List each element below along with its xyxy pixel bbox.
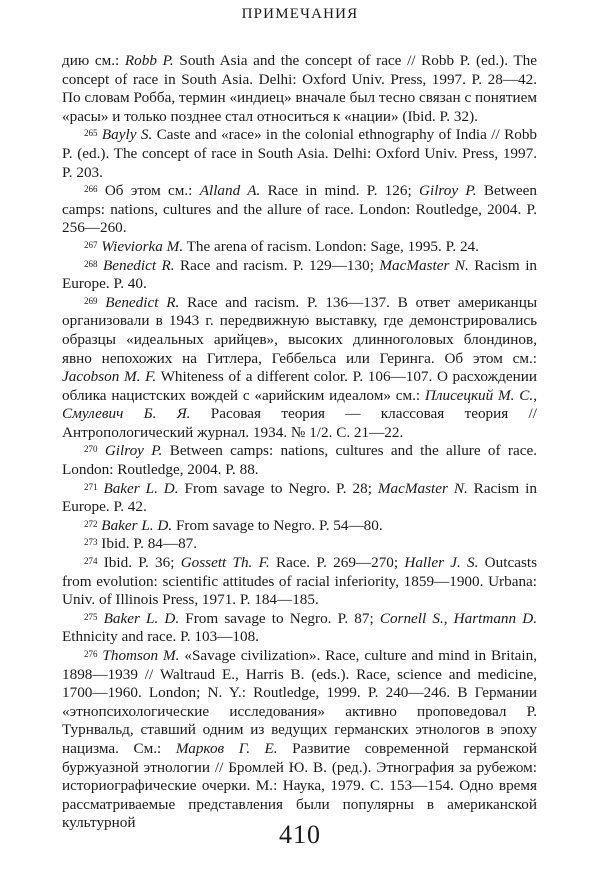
footnote-265 — [62, 126, 537, 182]
author-name: Cornell S., Hartmann D. — [379, 609, 538, 627]
footnote-text: From savage to Negro. P. 28; — [178, 479, 378, 497]
author-name: Марков Г. Е. — [175, 739, 278, 757]
author-name: Benedict R. — [102, 256, 175, 274]
footnote-text: Between camps: nations, cultures and the allure of race. London: Routledge, 2004. P. 256—260. — [62, 182, 538, 237]
author-name: Robb P. — [124, 52, 174, 69]
footnote-text: Ibid. P. 84—87. — [97, 535, 198, 553]
footnote-text: From savage to Negro. P. 54—80. — [172, 516, 383, 534]
footnote-text: Об этом см.: — [97, 182, 200, 200]
footnote-text: Развитие современной германской буржуазной этнологии // Бромлей Ю. В. (ред.). Этнография за рубежом: историографические очерки. М.: Наука, 1979. С. 153—154. Одно время рассматриваемые представления были популярны в американской культурной — [62, 739, 537, 832]
footnote-272 — [62, 517, 537, 536]
footnote-text: Racism in Europe. P. 42. — [62, 479, 537, 516]
footnote-number: 267 — [84, 239, 98, 250]
author-name: Baker L. D. — [101, 516, 173, 534]
author-name: MacMaster N. — [379, 256, 469, 274]
footnote-text: Race. P. 269—270; — [269, 554, 405, 572]
footnote-text: Whiteness of a different color. P. 106—107. О расхождении облика нацистских вождей с «арийским идеалом» см.: — [62, 368, 537, 404]
running-header: ПРИМЕЧАНИЯ — [241, 6, 359, 22]
footnote-number: 265 — [84, 128, 98, 139]
footnote-text: Between camps: nations, cultures and the allure of race. London: Routledge, 2004. P. 88. — [62, 442, 537, 479]
footnote-text: The arena of racism. London: Sage, 1995. P. 24. — [183, 237, 479, 255]
footnote-text: Outcasts from evolution: scientific attitudes of racial inferiority, 1859—1900. Urbana: Univ. of Illinois Press, 1971. P. 184—185. — [62, 554, 537, 609]
footnote-271 — [62, 480, 537, 517]
author-name: MacMaster N. — [377, 479, 468, 497]
footnote-number: 272 — [84, 518, 98, 529]
footnote-text: Racism in Europe. P. 40. — [62, 256, 538, 293]
footnote-number: 270 — [84, 444, 98, 455]
footnote-text: «Savage civilization». Race, culture and mind in Britain, 1898—1939 // Waltraud E., Harris B. (eds.). Race, science and medicine, 1700—1960. London; N. Y.: Routledge, 1999. P. 240—246. В Германии «этнопсихологические исследования» активно проповедовал Р. Турнвальд, ставший одним из ведущих германских этнологов в эпоху нацизма. См.: — [62, 647, 538, 757]
footnotes-block — [62, 52, 537, 833]
author-name: Jacobson M. F. — [62, 368, 157, 386]
footnote-269 — [62, 294, 537, 443]
author-name: Baker L. D. — [103, 609, 180, 627]
footnote-number: 269 — [84, 295, 98, 306]
footnote-text: Race in mind. P. 126; — [260, 182, 420, 200]
footnote-number: 271 — [84, 481, 98, 492]
footnote-number: 275 — [84, 611, 98, 622]
author-name: Gilroy P. — [419, 182, 477, 200]
author-name: Haller J. S. — [404, 554, 479, 572]
author-name: Benedict R. — [105, 293, 180, 311]
footnote-276 — [62, 647, 537, 833]
footnote-text: Ethnicity and race. P. 103—108. — [62, 628, 259, 646]
author-name: Thomson M. — [102, 647, 180, 664]
footnote-text: Race and racism. P. 129—130; — [174, 256, 380, 274]
author-name: Плисецкий М. С., Смулевич Б. Я. — [62, 386, 537, 423]
author-name: Gossett Th. F. — [180, 554, 270, 572]
footnote-text: Ibid. P. 36; — [97, 554, 181, 572]
footnote-text: South Asia and the concept of race // Robb P. (ed.). The concept of race in South Asia. Delhi: Oxford Univ. Press, 1997. P. 28—42. По словам Робба, термин «индиец» вначале был тесно связан с понятием «расы» и только позднее стал относиться к «нации» (Ibid. P. 32). — [62, 52, 537, 125]
footnote-268 — [62, 257, 537, 294]
author-name: Bayly S. — [101, 126, 153, 144]
footnote-number: 268 — [84, 258, 98, 269]
author-name: Alland A. — [199, 182, 261, 200]
footnote-270 — [62, 442, 537, 479]
author-name: Baker L. D. — [103, 479, 179, 497]
footnote-274 — [62, 554, 537, 610]
footnote-text — [98, 442, 105, 459]
page-number: 410 — [279, 820, 321, 849]
footnote-273 — [62, 535, 537, 554]
footnote-number: 276 — [84, 649, 98, 659]
footnote-continuation — [62, 52, 537, 126]
footnote-text: From savage to Negro. P. 87; — [179, 609, 380, 627]
footnote-number: 266 — [84, 184, 98, 195]
footnote-number: 274 — [84, 556, 98, 567]
footnote-275 — [62, 610, 537, 647]
footnote-text: Расовая теория — классовая теория // Антропологический журнал. 1934. № 1/2. С. 21—22. — [62, 405, 537, 441]
footnote-text: Race and racism. P. 136—137. В ответ американцы организовали в 1943 г. передвижную выставку, где демонстрировались образцы «идеальных арийцев», высоких длинноголовых блондинов, явно непохожих на Гитлера, Геббельса или Геринга. Об этом см.: — [62, 293, 538, 367]
footnote-text: дию см.: — [62, 52, 125, 69]
footnote-text: Caste and «race» in the colonial ethnography of India // Robb P. (ed.). The concept of race in South Asia. Delhi: Oxford Univ. Press, 1997. P. 203. — [62, 126, 538, 181]
footnote-266 — [62, 182, 537, 238]
author-name: Gilroy P. — [104, 442, 163, 460]
footnote-267 — [62, 238, 537, 257]
footnote-number: 273 — [84, 537, 98, 548]
author-name: Wieviorka M. — [101, 237, 184, 255]
